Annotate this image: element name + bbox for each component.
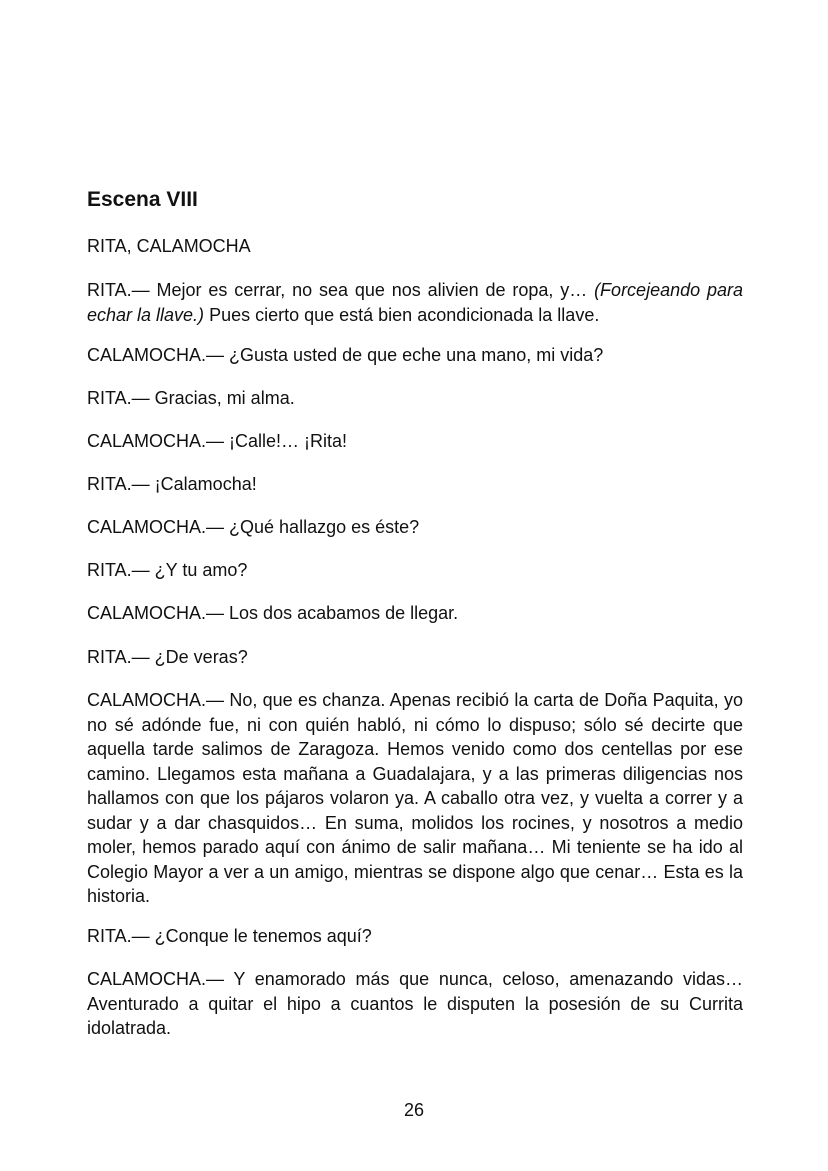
speaker: CALAMOCHA.— — [87, 431, 225, 451]
speaker: CALAMOCHA.— — [87, 969, 225, 989]
dialogue-line: RITA.— Mejor es cerrar, no sea que nos alivien de ropa, y… (Forcejeando para echar la llave.) Pues cierto que está bien acondicionada la llave. — [87, 280, 743, 325]
page-number: 26 — [403, 1100, 425, 1120]
speaker: RITA.— — [87, 647, 150, 667]
dialogue-line: CALAMOCHA.— ¿Qué hallazgo es éste? — [87, 517, 420, 537]
speaker: RITA.— — [87, 560, 150, 580]
dialogue-line: RITA.— Gracias, mi alma. — [87, 388, 295, 408]
dialogue-line: CALAMOCHA.— ¿Gusta usted de que eche una mano, mi vida? — [87, 345, 604, 365]
dialogue-line: RITA.— ¿Conque le tenemos aquí? — [87, 926, 372, 946]
speaker: RITA.— — [87, 474, 150, 494]
dialogue-line: CALAMOCHA.— Los dos acabamos de llegar. — [87, 603, 459, 623]
dialogue-line: CALAMOCHA.— ¡Calle!… ¡Rita! — [87, 431, 348, 451]
speaker: RITA.— — [87, 280, 150, 300]
speaker: CALAMOCHA.— — [87, 517, 225, 537]
dialogue-line: CALAMOCHA.— Y enamorado más que nunca, celoso, amenazando vidas… Aventurado a quitar el hipo a cuantos le disputen la posesión de su Currita idolatrada. — [87, 969, 743, 1038]
dialogue-line: CALAMOCHA.— No, que es chanza. Apenas recibió la carta de Doña Paquita, yo no sé adónde fue, ni con quién habló, ni cómo lo dispuso; sólo sé decirte que aquella tarde salimos de Zaragoza. Hemos venido como dos centellas por ese camino. Llegamos esta mañana a Guadalajara, y a las primeras diligencias nos hallamos con que los pájaros volaron ya. A caballo otra vez, y vuelta a correr y a sudar y a dar chasquidos… En suma, molidos los rocines, y nosotros a medio moler, hemos parado aquí con ánimo de salir mañana… Mi teniente se ha ido al Colegio Mayor a ver a un amigo, mientras se dispone algo que cenar… Esta es la historia. — [87, 690, 743, 906]
speaker: CALAMOCHA.— — [87, 603, 225, 623]
speaker: CALAMOCHA.— — [87, 345, 225, 365]
speaker: CALAMOCHA.— — [87, 690, 225, 710]
scene-title: Escena VIII — [87, 188, 198, 211]
stage-direction: (Forcejeando para echar la llave.) — [87, 280, 743, 325]
dialogue-line: RITA.— ¿De veras? — [87, 647, 248, 667]
speaker: RITA.— — [87, 388, 150, 408]
dialogue-line: RITA.— ¿Y tu amo? — [87, 560, 248, 580]
dialogue-line: RITA.— ¡Calamocha! — [87, 474, 257, 494]
speaker: RITA.— — [87, 926, 150, 946]
scene-characters: RITA, CALAMOCHA — [87, 236, 251, 256]
